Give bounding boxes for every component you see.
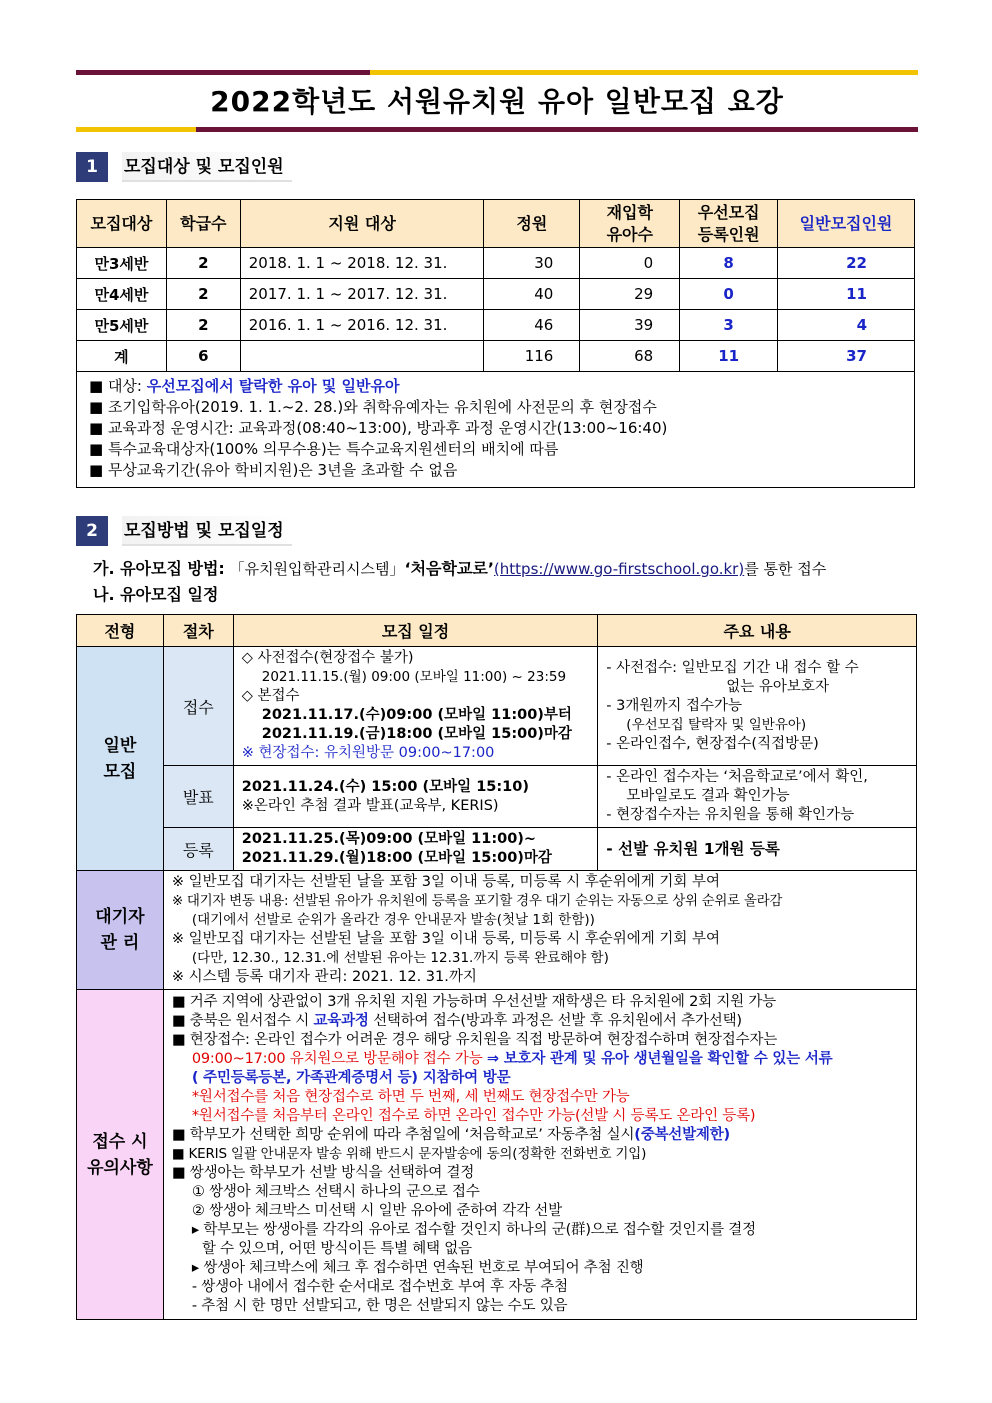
cell-general: 22 <box>778 248 915 279</box>
header-type: 전형 <box>77 615 164 647</box>
total-quota: 116 <box>484 341 580 372</box>
header-target: 모집대상 <box>77 200 167 248</box>
cell-target: 만5세반 <box>77 310 167 341</box>
header-schedule: 모집 일정 <box>233 615 598 647</box>
cell-priority: 8 <box>680 248 778 279</box>
step-receipt: 접수 <box>163 647 233 766</box>
cell-classes: 2 <box>166 279 240 310</box>
step-announce: 발표 <box>163 766 233 828</box>
note-special-ed: ■ 특수교육대상자(100% 의무수용)는 특수교육지원센터의 배치에 따름 <box>89 440 559 458</box>
cell-quota: 30 <box>484 248 580 279</box>
cell-general: 11 <box>778 279 915 310</box>
announce-description: - 온라인 접수자는 ‘처음학교로’에서 확인, 모바일로도 결과 확인가능 - 현장접수자는 유치원을 통해 확인가능 <box>598 766 917 828</box>
section-2-heading <box>76 516 292 546</box>
section-1-heading <box>76 152 292 182</box>
section-2-number: 2 <box>76 516 108 546</box>
cell-readmit: 29 <box>580 279 680 310</box>
waitlist-content: ※ 일반모집 대기자는 선발된 날을 포함 3일 이내 등록, 미등록 시 후순위에게 기회 부여 ※ 대기자 변동 내용: 선발된 유아가 유치원에 등록을 포기할 경우 대기 순위는 자동으로 상위 순위로 올라감 (대기에서 선발로 순위가 올라간 경우 안내문자 발송(첫날 1회 한함)) ※ 일반모집 대기자는 선발된 날을 포함 3일 이내 등록, 미등록 시 후순위에게 기회 부여 (다만, 12.30., 12.31.에 선발된 유아는 12.31.까지 등록 완료해야 함) ※ 시스템 등록 대기자 관리: 2021. 12. 31.까지 <box>163 871 916 990</box>
total-label: 계 <box>77 341 167 372</box>
note-early-admission: ■ 조기입학유아(2019. 1. 1.~2. 28.)와 취학유예자는 유치원에 사전문의 후 현장접수 <box>89 398 657 416</box>
table-header-row <box>77 200 915 248</box>
general-recruit-label: 일반 모집 <box>77 647 164 871</box>
header-priority: 우선모집 등록인원 <box>680 200 778 248</box>
title-banner <box>76 70 918 132</box>
announce-schedule: 2021.11.24.(수) 15:00 (모바일 15:10) ※온라인 추첨 결과 발표(교육부, KERIS) <box>233 766 598 828</box>
header-classes: 학급수 <box>166 200 240 248</box>
register-schedule: 2021.11.25.(목)09:00 (모바일 11:00)~ 2021.11.29.(월)18:00 (모바일 15:00)마감 <box>233 828 598 871</box>
schedule-header-row <box>77 615 917 647</box>
header-quota: 정원 <box>484 200 580 248</box>
cell-period: 2018. 1. 1 ~ 2018. 12. 31. <box>240 248 484 279</box>
schedule-label: 나. 유아모집 일정 <box>93 585 219 604</box>
waitlist-row <box>77 871 917 990</box>
method-line: 가. 유아모집 방법: 「유치원입학관리시스템」‘처음학교로’(https://www.go-firstschool.go.kr)를 통한 접수 <box>93 559 827 578</box>
enrollment-notes <box>76 372 915 488</box>
receipt-description: - 사전접수: 일반모집 기간 내 접수 할 수 없는 유아보호자 - 3개원까지 접수가능 (우선모집 탈락자 및 일반유아) - 온라인접수, 현장접수(직접방문) <box>598 647 917 766</box>
header-readmit: 재입학 유아수 <box>580 200 680 248</box>
section-1-title: 모집대상 및 모집인원 <box>122 152 292 182</box>
caution-content: ■ 거주 지역에 상관없이 3개 유치원 지원 가능하며 우선선발 재학생은 타 유치원에 2회 지원 가능 ■ 충북은 원서접수 시 교육과정 선택하여 접수(방과후 과정은 선발 후 유치원에서 추가선택) ■ 현장접수: 온라인 접수가 어려운 경우 해당 유치원을 직접 방문하여 현장접수하며 현장접수자는 09:00~17:00 유치원으로 방문해야 접수 가능 ⇒ 보호자 관계 및 유아 생년월일을 확인할 수 있는 서류 ( 주민등록등본, 가족관계증명서 등) 지참하여 방문 *원서접수를 처음 현장접수로 하면 두 번째, 세 번째도 현장접수만 가능 *원서접수를 처음부터 온라인 접수로 하면 온라인 접수만 가능(선발 시 등록도 온라인 등록) ■ 학부모가 선택한 희망 순위에 따라 추첨일에 ‘처음학교로’ 자동추첨 실시(중복선발제한) ■ KERIS 일괄 안내문자 발송 위해 반드시 문자발송에 동의(정확한 전화번호 기입) ■ 쌍생아는 학부모가 선발 방식을 선택하여 결정 ① 쌍생아 체크박스 선택시 하나의 군으로 접수 ② 쌍생아 체크박스 미선택 시 일반 유아에 준하여 각각 선발 ▸ 학부모는 쌍생아를 각각의 유아로 접수할 것인지 하나의 군(群)으로 접수할 것인지를 결정 할 수 있으며, 어떤 방식이든 특별 혜택 없음 ▸ 쌍생아 체크박스에 체크 후 접수하면 연속된 번호로 부여되어 추첨 진행 - 쌍생아 내에서 접수한 순서대로 접수번호 부여 후 자동 추첨 - 추첨 시 한 명만 선발되고, 한 명은 선발되지 않는 수도 있음 <box>163 990 916 1320</box>
total-classes: 6 <box>166 341 240 372</box>
caution-label: 접수 시 유의사항 <box>77 990 164 1320</box>
cell-period: 2016. 1. 1 ~ 2016. 12. 31. <box>240 310 484 341</box>
receipt-row <box>77 647 917 766</box>
register-description: - 선발 유치원 1개원 등록 <box>598 828 917 871</box>
announce-row <box>77 766 917 828</box>
total-priority: 11 <box>680 341 778 372</box>
cell-readmit: 39 <box>580 310 680 341</box>
section-1-number: 1 <box>76 152 108 182</box>
cell-general: 4 <box>778 310 915 341</box>
header-general: 일반모집인원 <box>778 200 915 248</box>
register-row <box>77 828 917 871</box>
note-target: ■ 대상: 우선모집에서 탈락한 유아 및 일반유아 <box>89 377 400 395</box>
table-total-row <box>77 341 915 372</box>
cell-quota: 40 <box>484 279 580 310</box>
header-step: 절차 <box>163 615 233 647</box>
method-url-link[interactable]: (https://www.go-firstschool.go.kr) <box>493 560 745 578</box>
page-title: 2022학년도 서원유치원 유아 일반모집 요강 <box>210 85 784 118</box>
cell-readmit: 0 <box>580 248 680 279</box>
cell-priority: 3 <box>680 310 778 341</box>
waitlist-label: 대기자 관 리 <box>77 871 164 990</box>
total-general: 37 <box>778 341 915 372</box>
cell-period: 2017. 1. 1 ~ 2017. 12. 31. <box>240 279 484 310</box>
table-row <box>77 248 915 279</box>
receipt-schedule: ◇ 사전접수(현장접수 불가) 2021.11.15.(월) 09:00 (모바일 11:00) ~ 23:59 ◇ 본접수 2021.11.17.(수)09:00 (모바일 11:00)부터 2021.11.19.(금)18:00 (모바일 15:00)마감 ※ 현장접수: 유치원방문 09:00~17:00 <box>233 647 598 766</box>
table-row <box>77 279 915 310</box>
section-2-title: 모집방법 및 모집일정 <box>122 516 292 546</box>
enrollment-table <box>76 199 915 372</box>
cell-target: 만3세반 <box>77 248 167 279</box>
schedule-table <box>76 614 917 1320</box>
note-target-highlight: 우선모집에서 탈락한 유아 및 일반유아 <box>146 377 400 395</box>
cell-quota: 46 <box>484 310 580 341</box>
note-hours: ■ 교육과정 운영시간: 교육과정(08:40~13:00), 방과후 과정 운영시간(13:00~16:40) <box>89 419 668 437</box>
method-system-name: ‘처음학교로’ <box>404 559 494 578</box>
cell-classes: 2 <box>166 310 240 341</box>
caution-row <box>77 990 917 1320</box>
cell-target: 만4세반 <box>77 279 167 310</box>
header-content: 주요 내용 <box>598 615 917 647</box>
step-register: 등록 <box>163 828 233 871</box>
method-label: 가. 유아모집 방법: <box>93 559 225 578</box>
table-row <box>77 310 915 341</box>
title-top-rule <box>76 70 918 75</box>
total-readmit: 68 <box>580 341 680 372</box>
total-period <box>240 341 484 372</box>
cell-priority: 0 <box>680 279 778 310</box>
title-bottom-rule <box>76 127 918 132</box>
note-free-edu: ■ 무상교육기간(유아 학비지원)은 3년을 초과할 수 없음 <box>89 461 458 479</box>
cell-classes: 2 <box>166 248 240 279</box>
header-period: 지원 대상 <box>240 200 484 248</box>
